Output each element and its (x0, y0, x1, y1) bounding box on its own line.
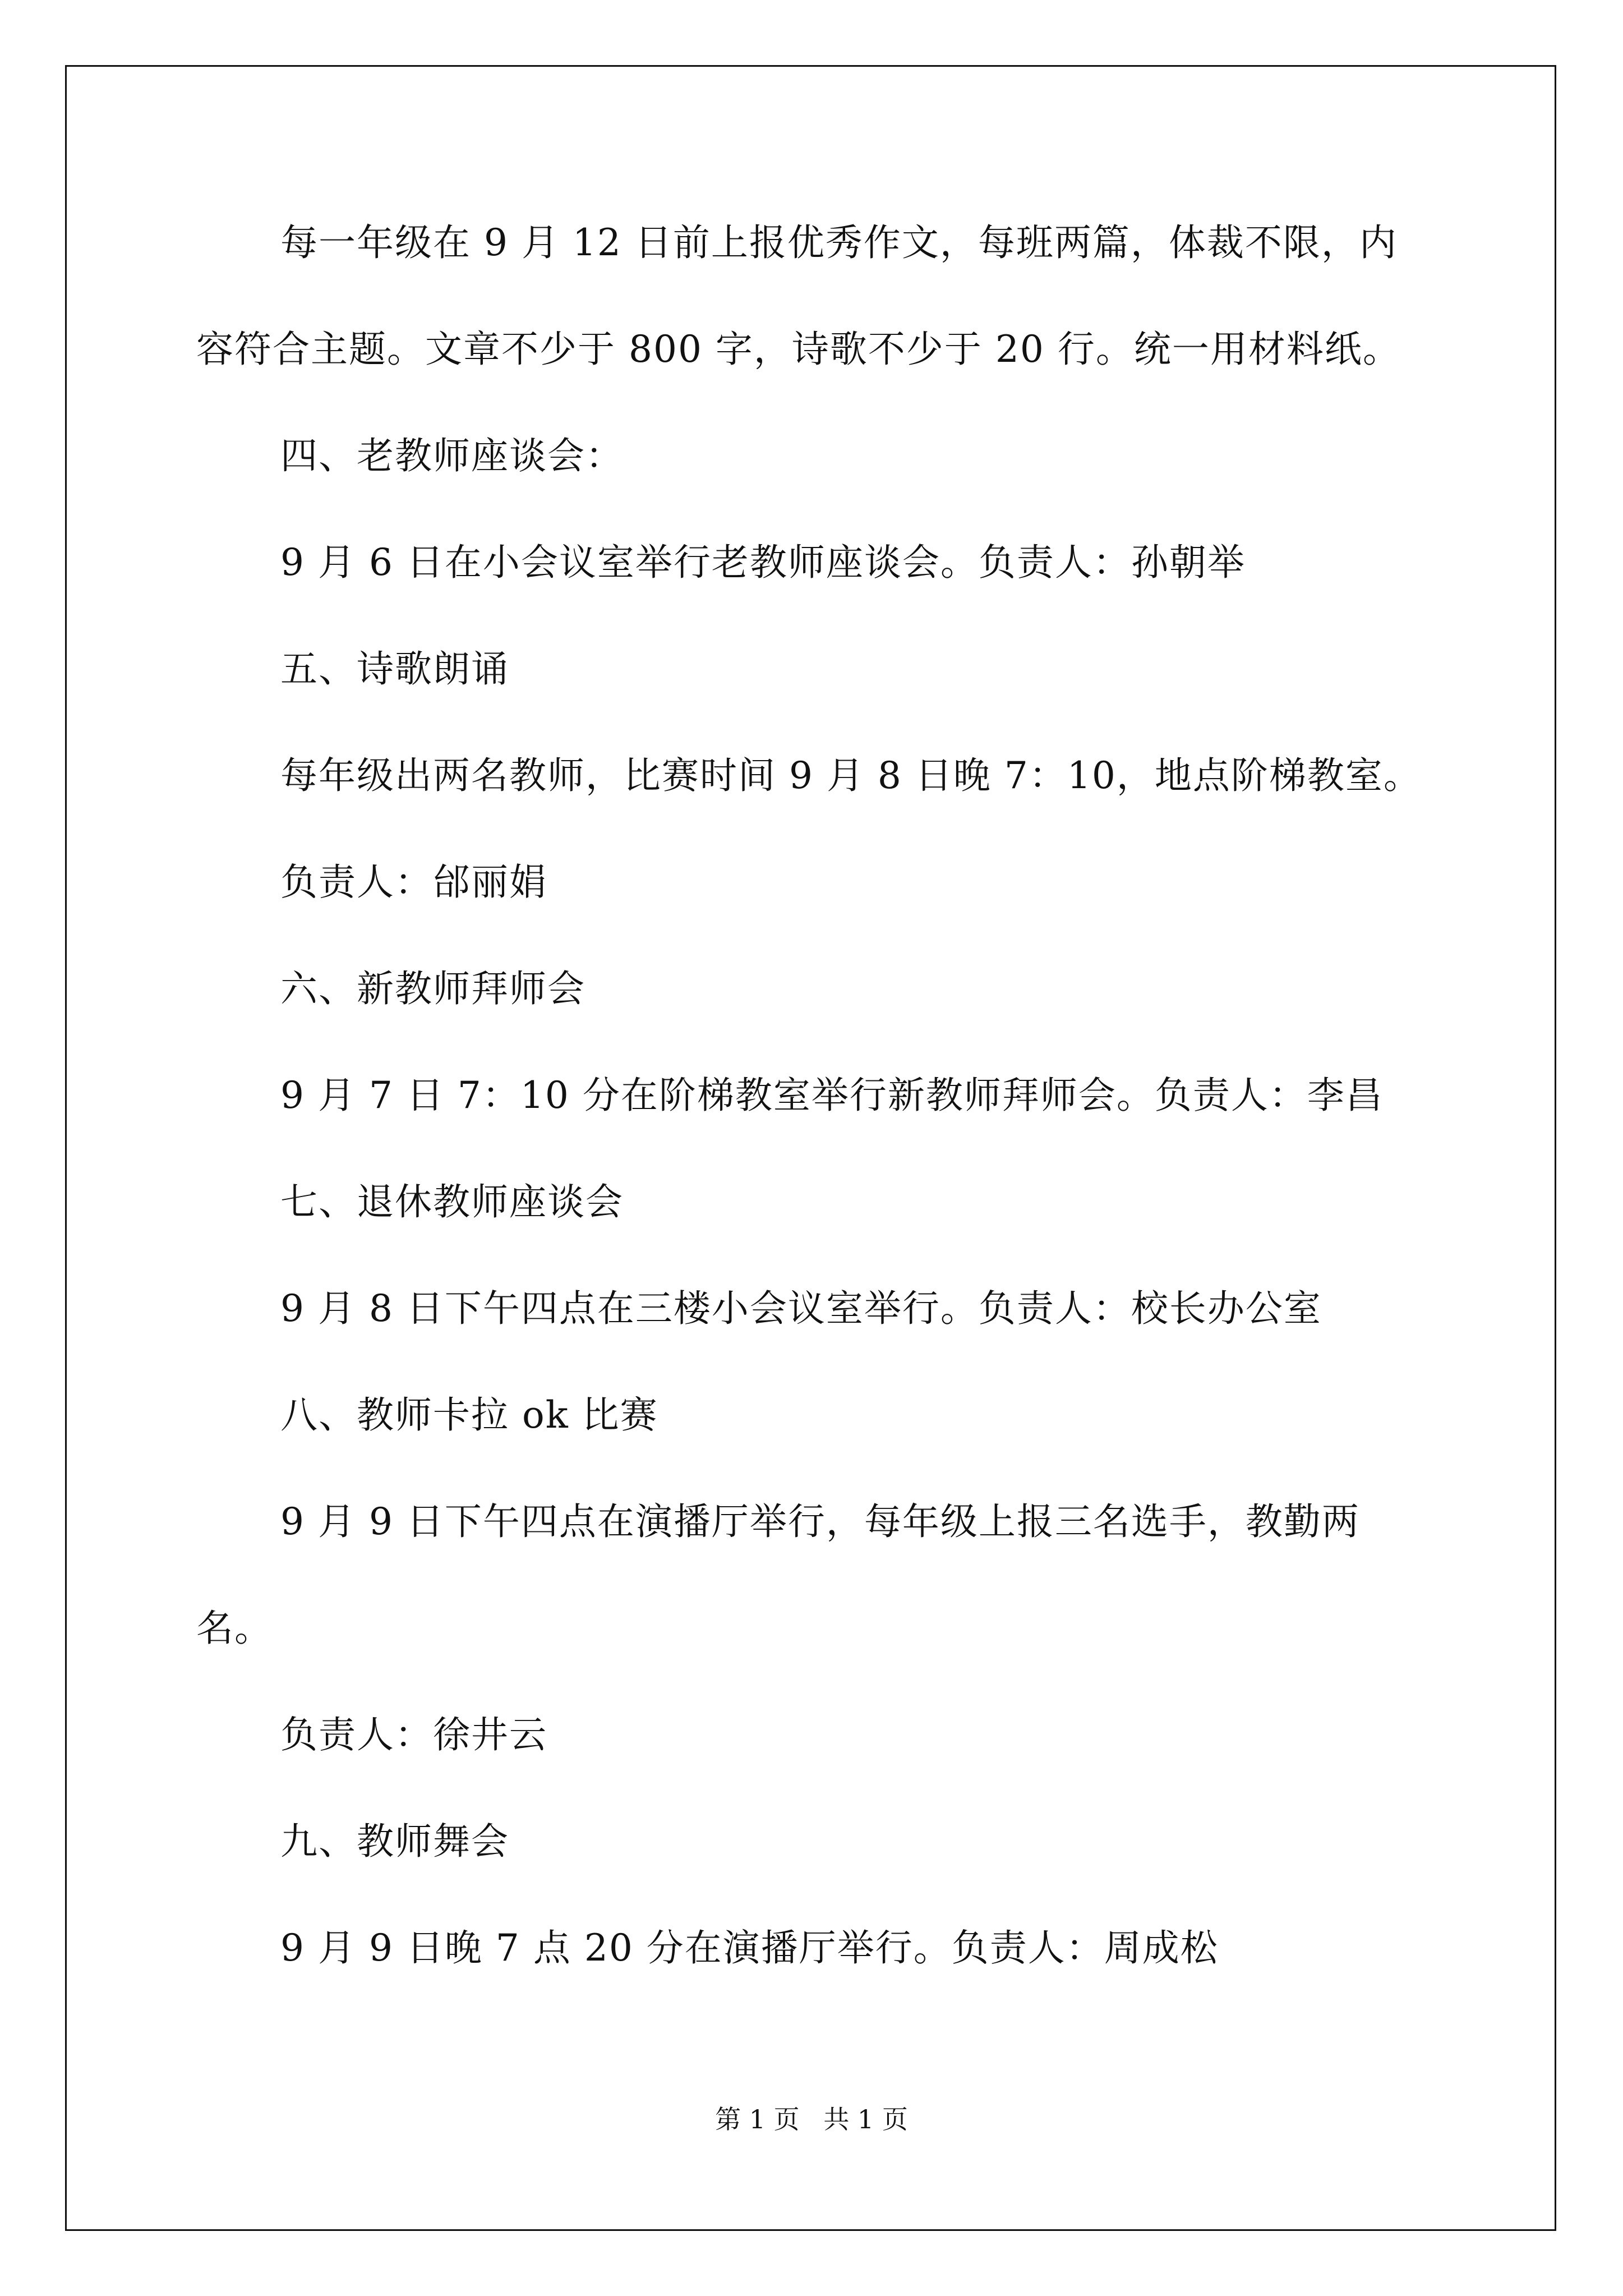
paragraph-line: 9 月 9 日下午四点在演播厅举行，每年级上报三名选手，教勤两 (280, 1500, 1360, 1543)
section-heading: 四、老教师座谈会： (280, 434, 624, 477)
section-heading: 九、教师舞会 (280, 1820, 509, 1863)
paragraph-line: 每一年级在 9 月 12 日前上报优秀作文，每班两篇，体裁不限，内 (280, 221, 1398, 264)
paragraph-line: 负责人：徐井云 (280, 1713, 547, 1756)
section-heading: 六、新教师拜师会 (280, 967, 585, 1010)
paragraph-line: 9 月 6 日在小会议室举行老教师座谈会。负责人：孙朝举 (280, 541, 1246, 584)
paragraph-line: 9 月 7 日 7：10 分在阶梯教室举行新教师拜师会。负责人：李昌 (280, 1074, 1384, 1117)
page-footer (0, 2099, 1623, 2136)
page-border (65, 65, 1556, 2231)
paragraph-line: 每年级出两名教师，比赛时间 9 月 8 日晚 7：10，地点阶梯教室。 (280, 754, 1422, 797)
paragraph-line: 9 月 9 日晚 7 点 20 分在演播厅举行。负责人：周成松 (280, 1926, 1219, 1970)
paragraph-line: 9 月 8 日下午四点在三楼小会议室举行。负责人：校长办公室 (280, 1287, 1322, 1330)
page-number-current: 第 1 页 (715, 2104, 800, 2134)
section-heading: 五、诗歌朗诵 (280, 647, 509, 691)
section-heading: 七、退休教师座谈会 (280, 1180, 624, 1223)
paragraph-line: 负责人：邰丽娟 (280, 861, 547, 904)
page-number-total: 共 1 页 (823, 2104, 908, 2134)
paragraph-line: 名。 (196, 1607, 273, 1650)
paragraph-line: 容符合主题。文章不少于 800 字，诗歌不少于 20 行。统一用材料纸。 (196, 328, 1401, 371)
section-heading: 八、教师卡拉 ok 比赛 (280, 1393, 658, 1437)
